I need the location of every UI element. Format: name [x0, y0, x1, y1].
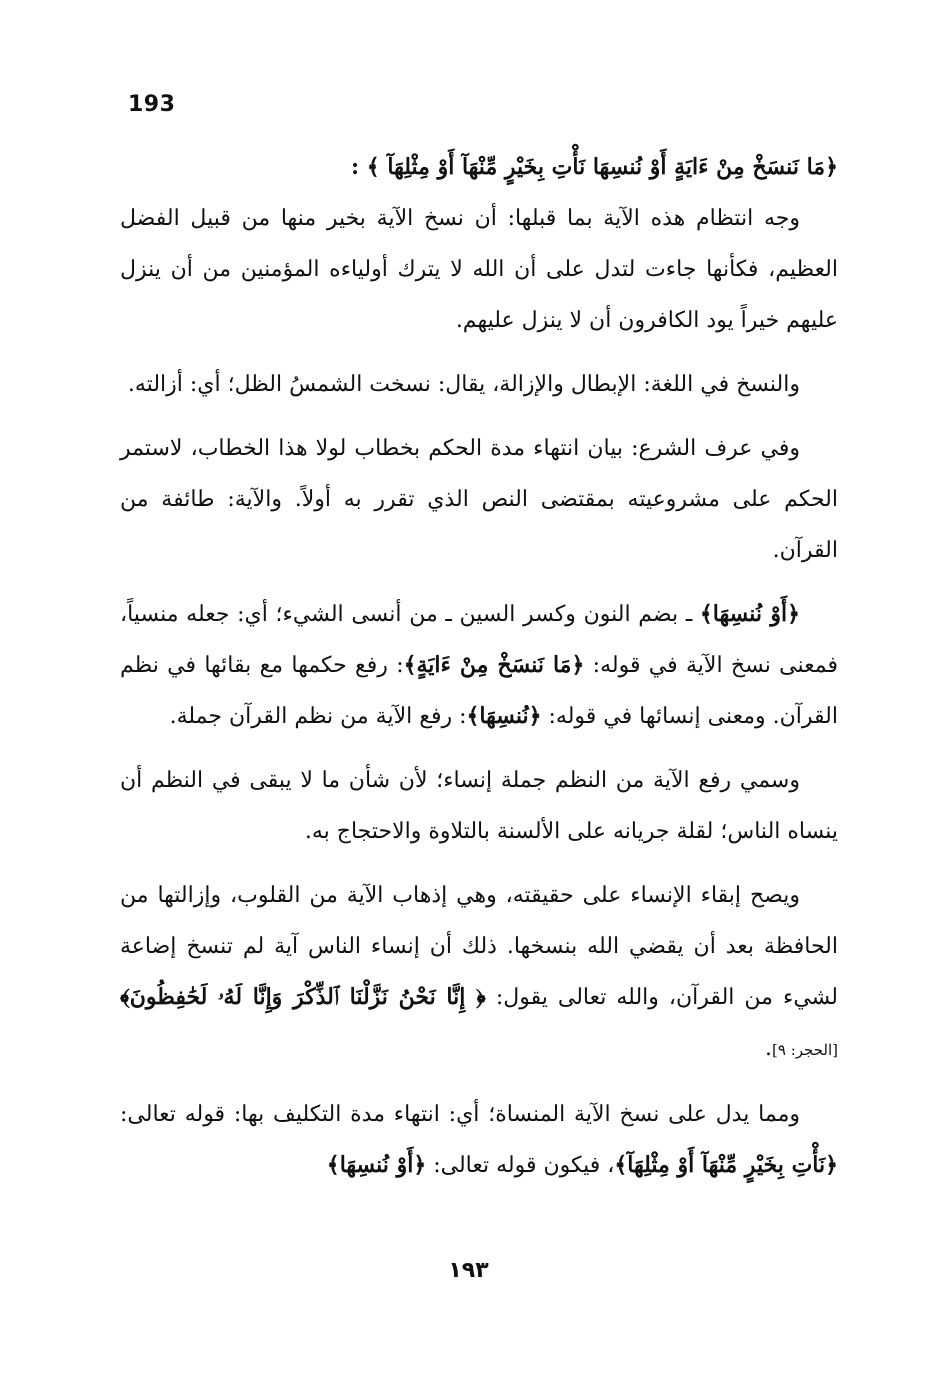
paragraph-text: : رفع حكمها مع بقائها في نظم القرآن. ومعنى إنسائها في قوله: — [120, 653, 838, 729]
paragraph-text: ـ بضم النون وكسر السين ـ من أنسى الشيء؛ أي: جعله منسياً، فمعنى نسخ الآية في قوله: — [120, 602, 838, 678]
verse-heading: ﴿مَا نَنسَخْ مِنْ ءَايَةٍ أَوْ نُنسِهَا نَأْتِ بِخَيْرٍ مِّنْهَآ أَوْ مِثْلِهَآ ﴾ : — [351, 154, 838, 180]
page-body — [120, 142, 838, 1191]
quran-quote: ﴿نُنسِهَا﴾ — [466, 703, 542, 729]
page-number-bottom: ١٩٣ — [448, 1258, 489, 1283]
page-number-top: 193 — [128, 92, 176, 117]
paragraph-1: وجه انتظام هذه الآية بما قبلها: أن نسخ الآية بخير منها من قبيل الفضل العظيم، فكأنها جاءت لتدل على أن الله لا يترك أولياءه المؤمنين من أن ينزل عليهم خيراً يود الكافرون أن لا ينزل عليهم. — [120, 206, 838, 333]
quran-quote: ﴿مَا نَنسَخْ مِنْ ءَايَةٍ﴾ — [403, 652, 585, 678]
paragraph-5: وسمي رفع الآية من النظم جملة إنساء؛ لأن شأن ما لا يبقى في النظم أن ينساه الناس؛ لقلة جريانه على الألسنة بالتلاوة والاحتجاج به. — [120, 768, 838, 844]
paragraph-7 — [120, 1089, 838, 1191]
paragraph-text: : رفع الآية من نظم القرآن جملة. — [169, 704, 467, 729]
citation: [الحجر: ٩] — [772, 1041, 838, 1059]
paragraph-2: والنسخ في اللغة: الإبطال والإزالة، يقال: نسخت الشمسُ الظل؛ أي: أزالته. — [127, 372, 800, 397]
paragraph-6 — [120, 870, 838, 1076]
quran-quote: ﴿أَوْ نُنسِهَا﴾ — [326, 1152, 427, 1178]
paragraph-3: وفي عرف الشرع: بيان انتهاء مدة الحكم بخطاب لولا هذا الخطاب، لاستمر الحكم على مشروعيته بمقتضى النص الذي تقرر به أولاً. والآية: طائفة من القرآن. — [120, 436, 838, 563]
paragraph-text: ومما يدل على نسخ الآية المنساة؛ أي: انتهاء مدة التكليف بها: قوله تعالى: — [120, 1102, 800, 1127]
paragraph-4 — [120, 589, 838, 742]
quran-quote: ﴿أَوْ نُنسِهَا﴾ — [699, 601, 800, 627]
paragraph-text: ويصح إبقاء الإنساء على حقيقته، وهي إذهاب الآية من القلوب، وإزالتها من الحافظة بعد أن يقضي الله بنسخها. ذلك أن إنساء الناس آية لم تنسخ إضاعة لشيء من القرآن، والله تعالى يقول: — [120, 883, 838, 1010]
paragraph-text: . — [765, 1036, 773, 1061]
quran-quote: ﴿ إِنَّا نَحْنُ نَزَّلْنَا ٱلذِّكْرَ وَإِنَّا لَهُۥ لَحَٰفِظُونَ﴾ — [120, 984, 486, 1010]
paragraph-text: ، فيكون قوله تعالى: — [426, 1153, 615, 1178]
quran-quote: ﴿نَأْتِ بِخَيْرٍ مِّنْهَآ أَوْ مِثْلِهَآ﴾ — [614, 1152, 838, 1178]
